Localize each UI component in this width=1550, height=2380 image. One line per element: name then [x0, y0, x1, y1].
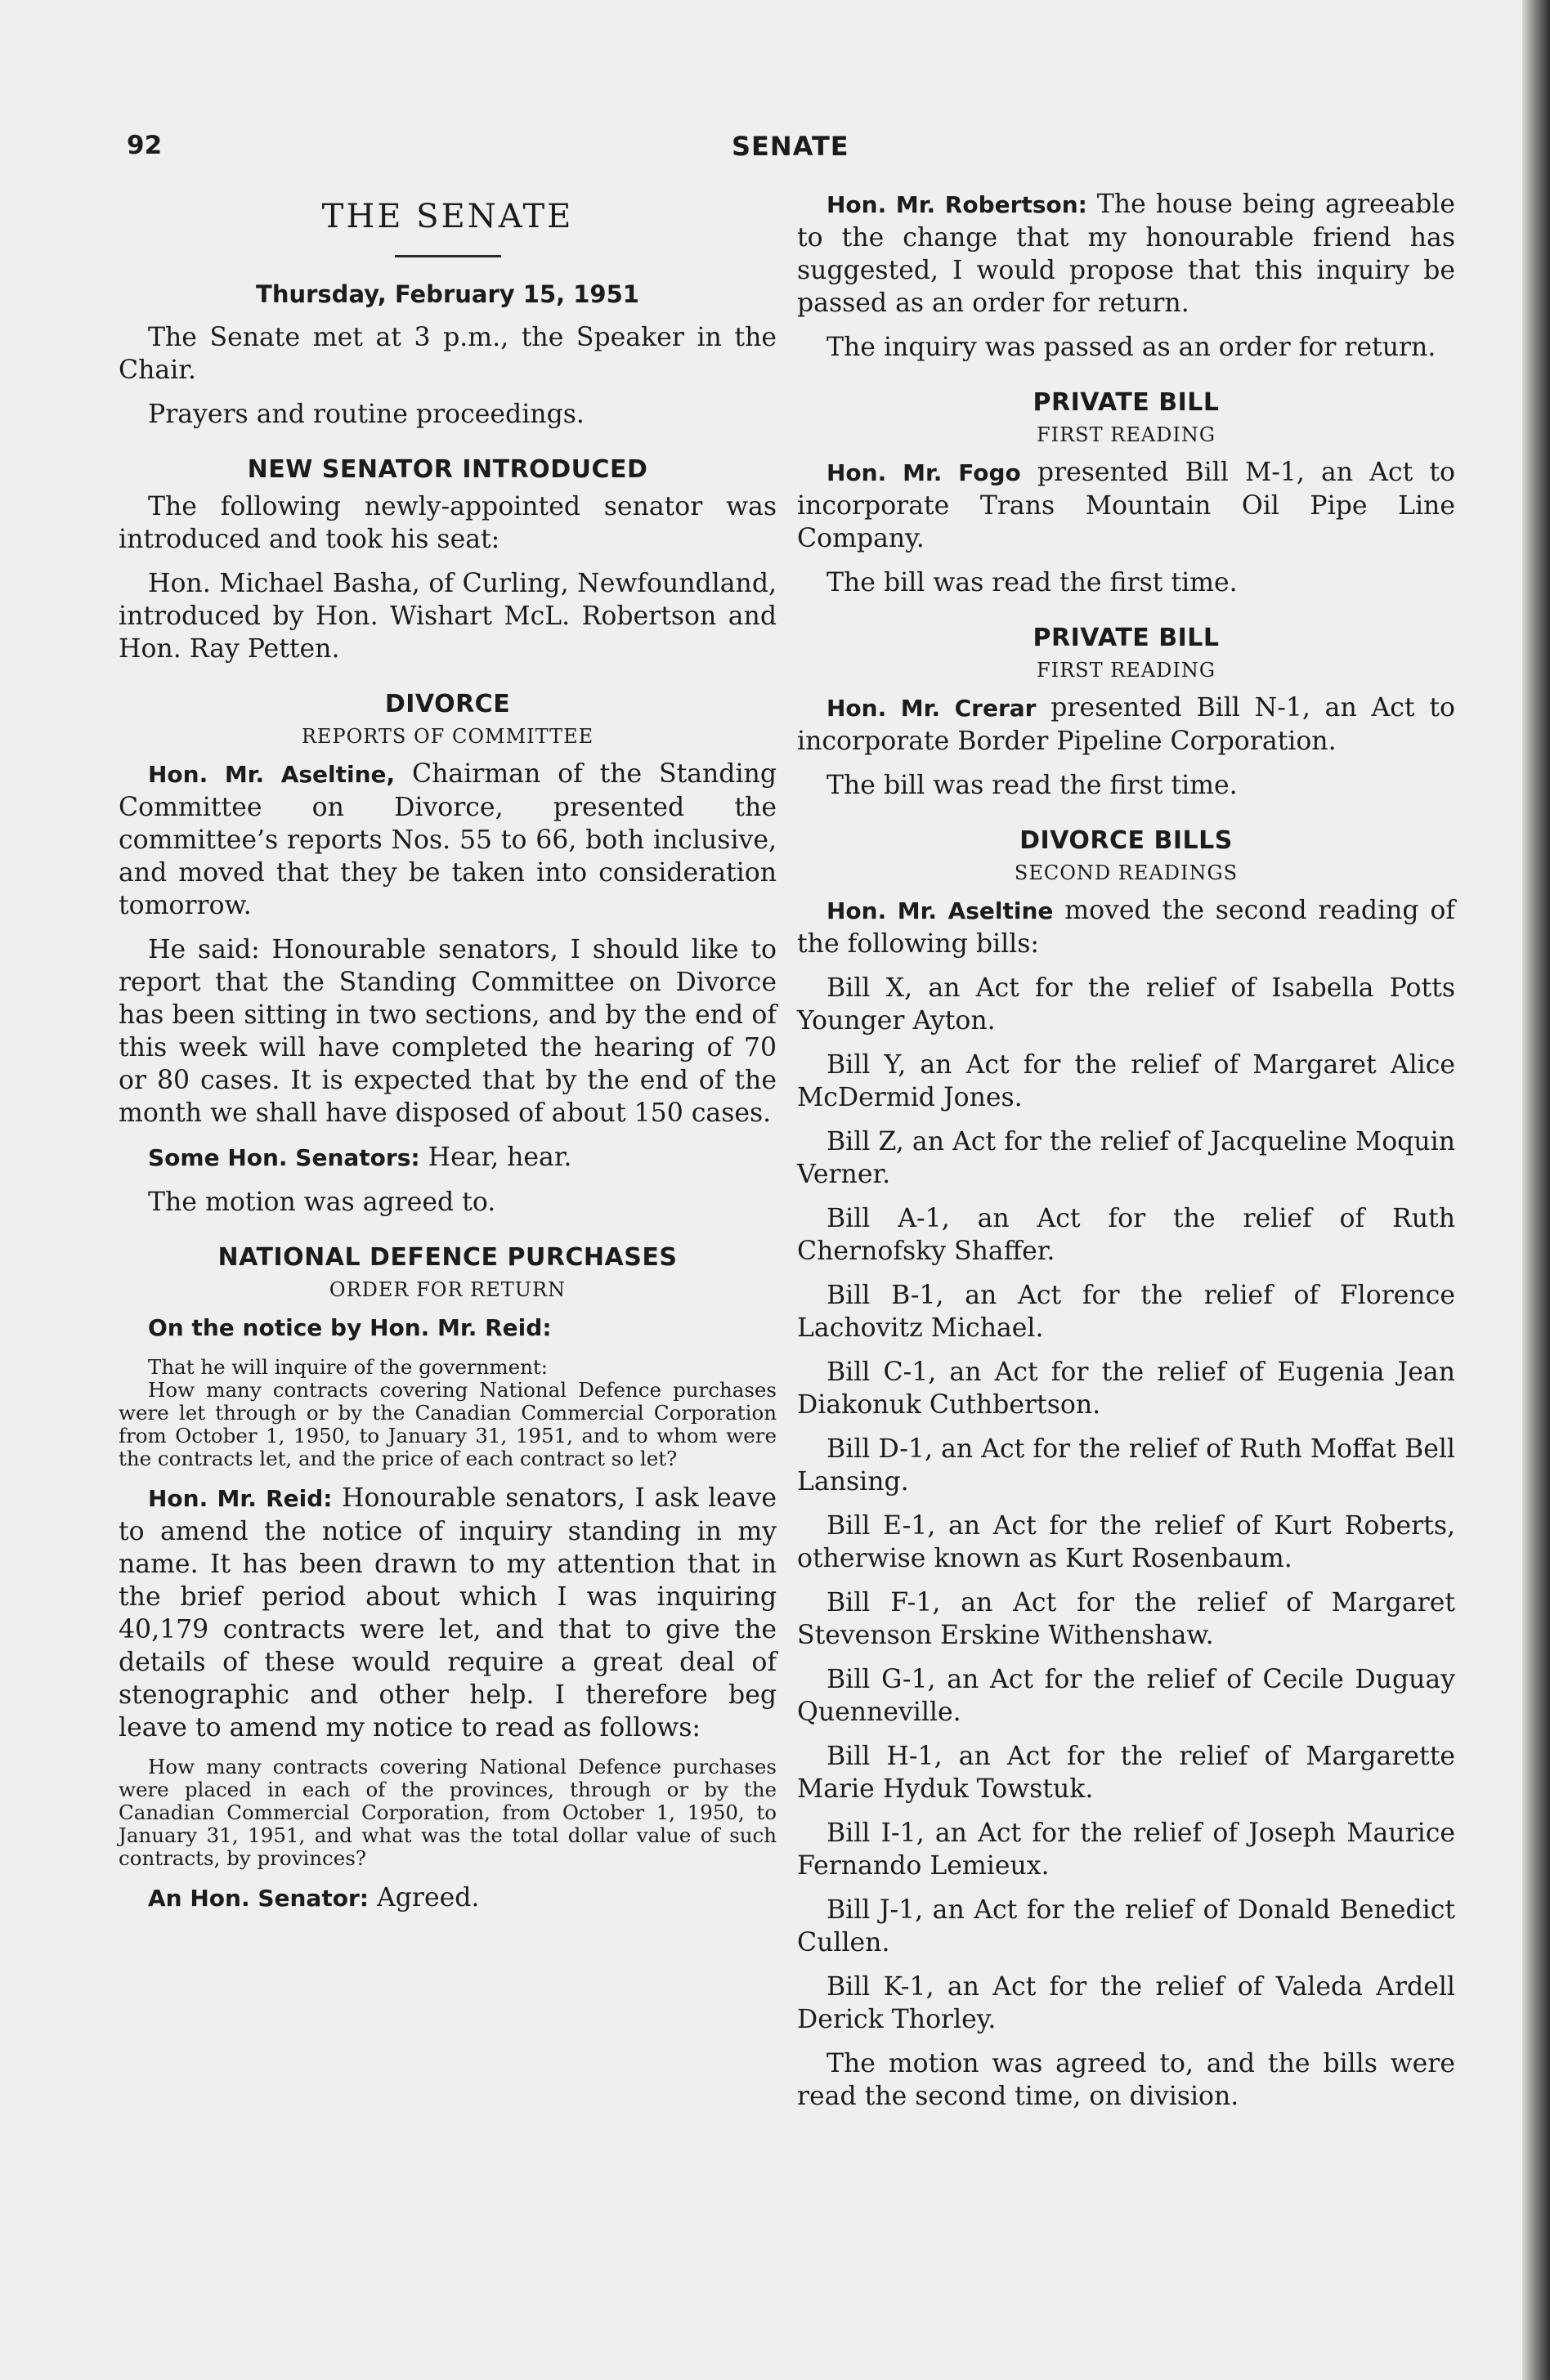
section-heading-private-bill: PRIVATE BILL: [1033, 624, 1220, 652]
speaker-name: Hon. Mr. Reid:: [148, 1485, 333, 1512]
paragraph: [797, 188, 1455, 320]
paragraph: Hon. Michael Basha, of Curling, Newfoundland, introduced by Hon. Wishart McL. Robertson and Hon. Ray Petten.: [119, 569, 777, 664]
section-heading-new-senator: NEW SENATOR INTRODUCED: [247, 455, 648, 484]
quote-line: How many contracts covering National Defence purchases were let through or by the Canadian Commercial Corporation from October 1, 1950, to January 31, 1951, and to whom were the contracts let, and the price of each contract so let?: [119, 1378, 777, 1470]
bill-item: Bill J-1, an Act for the relief of Donald Benedict Cullen.: [797, 1895, 1455, 1957]
paragraph: [797, 691, 1455, 758]
notice-label: On the notice by Hon. Mr. Reid:: [148, 1314, 552, 1341]
paragraph: The bill was read the first time.: [827, 568, 1238, 597]
subheading-first-reading: FIRST READING: [1036, 659, 1216, 682]
page-edge-shadow: [1522, 0, 1550, 2380]
speaker-name: Some Hon. Senators:: [148, 1144, 420, 1171]
bill-item: Bill E-1, an Act for the relief of Kurt Roberts, otherwise known as Kurt Rosenbaum.: [797, 1511, 1455, 1573]
title-rule: [395, 255, 501, 257]
section-heading-defence: NATIONAL DEFENCE PURCHASES: [217, 1243, 678, 1272]
paragraph: [119, 758, 777, 922]
speech-text: Agreed.: [376, 1883, 480, 1912]
notice-line: [119, 1311, 777, 1344]
speech-text: Chairman of the Standing Committee on Divorce, presented the committee’s reports Nos. 55 to 66, both inclusive, and moved that they be taken into consideration tomorrow.: [119, 759, 777, 920]
bill-item: Bill C-1, an Act for the relief of Eugenia Jean Diakonuk Cuthbertson.: [797, 1358, 1455, 1420]
paragraph: [119, 1881, 777, 1915]
paragraph: [119, 1141, 777, 1174]
paragraph: [797, 894, 1455, 960]
paragraph: The bill was read the first time.: [827, 771, 1238, 800]
left-column: [119, 188, 777, 1926]
bill-item: Bill G-1, an Act for the relief of Cecile Duguay Quenneville.: [797, 1665, 1455, 1727]
quote-line: How many contracts covering National Defence purchases were placed in each of the provinces, through or by the Canadian Commercial Corporation, from October 1, 1950, to January 31, 1951, and what was the total dollar value of such contracts, by provinces?: [119, 1755, 777, 1870]
speaker-name: Hon. Mr. Aseltine: [827, 897, 1054, 924]
speech-text: Honourable senators, I ask leave to amend the notice of inquiry standing in my name. It has been drawn to my attention that in the brief period about which I was inquiring 40,179 contracts were let, and that to give the details of these would require a great deal of stenographic and other help. I therefore beg leave to amend my notice to read as follows:: [119, 1483, 777, 1742]
sitting-date: Thursday, February 15, 1951: [256, 280, 639, 308]
subheading-second-readings: SECOND READINGS: [1014, 861, 1239, 884]
speech-text: presented Bill M-1, an Act to incorporate Trans Mountain Oil Pipe Line Company.: [797, 458, 1455, 553]
speaker-name: Hon. Mr. Aseltine,: [148, 761, 396, 788]
bill-item: Bill Y, an Act for the relief of Margaret Alice McDermid Jones.: [797, 1050, 1455, 1112]
bill-item: Bill I-1, an Act for the relief of Joseph Maurice Fernando Lemieux.: [797, 1819, 1455, 1881]
speaker-name: An Hon. Senator:: [148, 1885, 369, 1912]
section-heading-divorce: DIVORCE: [384, 690, 511, 718]
paragraph: [119, 1482, 777, 1744]
bill-list: [797, 972, 1455, 2036]
speaker-name: Hon. Mr. Fogo: [827, 459, 1021, 486]
speech-text: moved the second reading of the following bills:: [797, 896, 1455, 959]
speaker-name: Hon. Mr. Crerar: [827, 695, 1037, 722]
bill-item: Bill A-1, an Act for the relief of Ruth Chernofsky Shaffer.: [797, 1204, 1455, 1266]
section-heading-divorce-bills: DIVORCE BILLS: [1019, 826, 1233, 855]
paragraph: He said: Honourable senators, I should like to report that the Standing Committee on Divorce has been sitting in two sections, and by the end of this week will have completed the hearing of 70 or 80 cases. It is expected that by the end of the month we shall have disposed of about 150 cases.: [119, 935, 777, 1128]
opening-paragraph: Prayers and routine proceedings.: [148, 400, 585, 429]
page-title: THE SENATE: [321, 198, 574, 235]
subheading-reports: REPORTS OF COMMITTEE: [301, 725, 594, 748]
subheading-first-reading: FIRST READING: [1036, 423, 1216, 446]
bill-item: Bill F-1, an Act for the relief of Margaret Stevenson Erskine Withenshaw.: [797, 1588, 1455, 1650]
speech-text: Hear, hear.: [428, 1143, 572, 1172]
amended-notice-quote: [119, 1756, 777, 1870]
paragraph: The motion was agreed to.: [148, 1188, 496, 1217]
bill-item: Bill D-1, an Act for the relief of Ruth Moffat Bell Lansing.: [797, 1434, 1455, 1496]
right-column: [797, 188, 1455, 2124]
running-title: SENATE: [732, 131, 849, 162]
bill-item: Bill H-1, an Act for the relief of Margarette Marie Hyduk Towstuk.: [797, 1742, 1455, 1804]
page-number: 92: [127, 131, 163, 160]
bill-item: Bill X, an Act for the relief of Isabella Potts Younger Ayton.: [797, 973, 1455, 1036]
bill-item: Bill Z, an Act for the relief of Jacqueline Moquin Verner.: [797, 1127, 1455, 1189]
subheading-order: ORDER FOR RETURN: [329, 1278, 567, 1301]
bill-item: Bill B-1, an Act for the relief of Florence Lachovitz Michael.: [797, 1281, 1455, 1343]
quote-line: That he will inquire of the government:: [148, 1355, 548, 1379]
speech-text: The house being agreeable to the change that my honourable friend has suggested, I would propose that this inquiry be passed as an order for return.: [797, 190, 1456, 318]
speaker-name: Hon. Mr. Robertson:: [827, 191, 1087, 218]
bill-item: Bill K-1, an Act for the relief of Valeda Ardell Derick Thorley.: [797, 1972, 1455, 2034]
opening-paragraph: The Senate met at 3 p.m., the Speaker in the Chair.: [119, 323, 777, 385]
closing-paragraph: The motion was agreed to, and the bills were read the second time, on division.: [797, 2049, 1455, 2111]
paragraph: [797, 456, 1455, 555]
section-heading-private-bill: PRIVATE BILL: [1033, 388, 1220, 417]
paragraph: The following newly-appointed senator was introduced and took his seat:: [119, 492, 777, 554]
paragraph: The inquiry was passed as an order for return.: [827, 333, 1436, 362]
running-header: [0, 131, 1550, 172]
speech-text: presented Bill N-1, an Act to incorporate Border Pipeline Corporation.: [797, 693, 1456, 756]
notice-quote: [119, 1356, 777, 1470]
